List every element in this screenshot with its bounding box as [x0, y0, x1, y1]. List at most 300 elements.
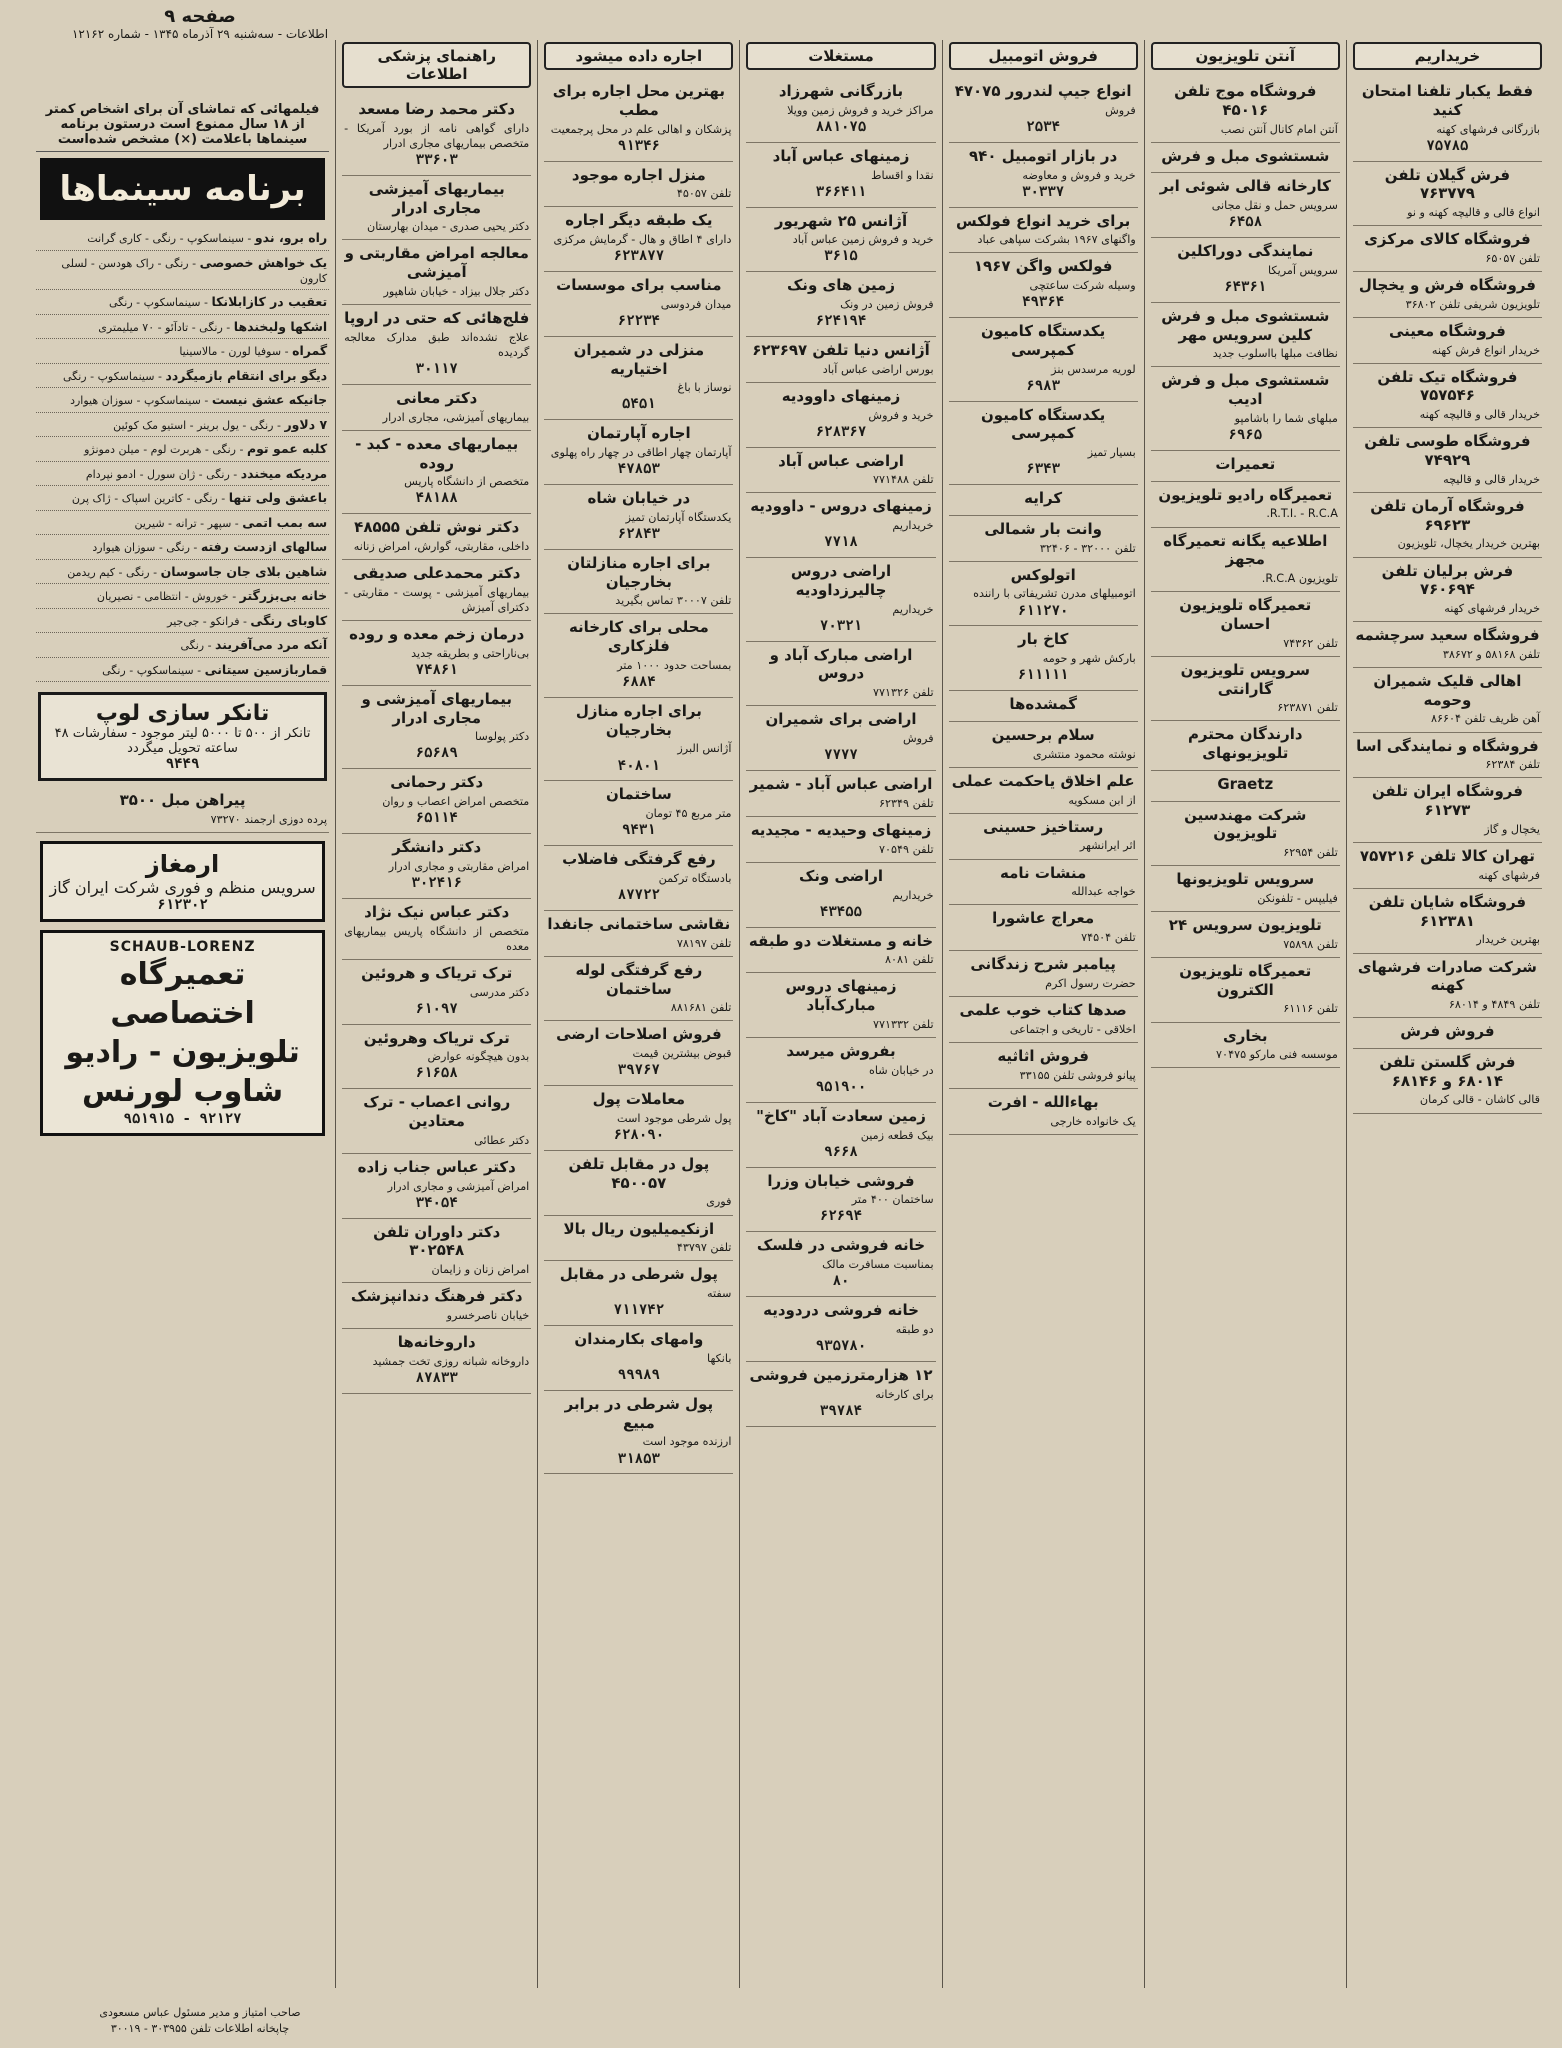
ad-title: پول شرطی در برابر مبیع: [564, 1394, 714, 1432]
ad-title: بخاری: [1223, 1026, 1268, 1045]
cinema-listing: سالهای ازدست رفته - رنگی - سوزان هیوارد: [36, 535, 329, 560]
ad-phone: ۶۳۴۳: [1026, 461, 1060, 478]
ad-text: فروش: [902, 732, 934, 746]
classified-ad: [1353, 889, 1542, 954]
ad-phone: ۴۰۸۰۱: [617, 757, 660, 774]
classified-ad: [342, 686, 531, 770]
ad-title: فولکس واگن ۱۹۶۷: [973, 257, 1113, 276]
classified-ad: [544, 420, 733, 485]
cinema-listing: کلبه عمو توم - رنگی - هربرت لوم - میلن دمونژو: [36, 437, 329, 462]
classified-ad: [949, 722, 1138, 768]
classified-ad: [1151, 143, 1340, 174]
film-details: رنگی - راک هودسن - لسلی کارون: [61, 256, 328, 285]
ad-title: کارخانه قالی شوئی ابر: [1159, 177, 1331, 196]
ad-title: انواع جیپ لندرور ۴۷۰۷۵: [954, 82, 1132, 100]
classified-ad: [746, 448, 935, 494]
ad-title: اراضی برای شمیران: [765, 710, 917, 729]
ad-phone: ۳۹۷۶۷: [617, 1062, 660, 1079]
ad-text: خریدار قالی و قالیچه کهنه: [1419, 408, 1540, 422]
ad-title: شستشوی مبل و فرش: [1161, 146, 1330, 165]
classified-ad: [949, 402, 1138, 486]
ad-phone: ۷۷۷۷: [824, 747, 858, 764]
classified-ad: [544, 1086, 733, 1151]
ad-title: منزل اجاره موجود: [571, 165, 706, 184]
ad-phone: ۶۲۸۰۹۰: [613, 1127, 665, 1144]
ad-text: دکتر جلال بیزاد - خیابان شاهپور: [383, 284, 530, 298]
ad-phone: ۹۳۵۷۸۰: [815, 1337, 867, 1354]
ad-phone: ۹۶۶۸: [824, 1143, 858, 1160]
classified-ad: [949, 208, 1138, 254]
classified-ad: [1353, 778, 1542, 843]
ad-title: یکدستگاه کامیون کمپرسی: [980, 322, 1106, 359]
classified-ad: [949, 318, 1138, 402]
classified-ad: [544, 550, 733, 615]
ad-text: تلفن ۵۸۱۶۸ و ۳۸۶۷۲: [1442, 647, 1540, 661]
classified-ad: [1353, 1018, 1542, 1049]
ad-text: تلفن ۸۰۸۱: [884, 953, 934, 967]
tanker-text: تانکر از ۵۰۰ تا ۵۰۰۰ لیتر موجود - سفارشات ۴۸ ساعته تحویل میگردد: [54, 726, 311, 757]
ad-text: تلفن ۶۲۳۴۹: [878, 796, 934, 810]
classified-ad: [544, 337, 733, 421]
age-notice: فیلمهائی که تماشای آن برای اشخاص کمتر از ۱۸ سال ممنوع است درستون برنامه سینماها باعلامت (×) مشخص شده‌است: [36, 98, 329, 152]
classified-ad: [746, 973, 935, 1038]
film-details: رنگی - تادآئو - ۷۰ میلیمتری: [98, 320, 223, 334]
ad-title: محلی برای کارخانه فلزکاری: [568, 618, 709, 656]
ad-title: بهاءالله - افرت: [987, 1092, 1099, 1111]
classified-ad: [544, 1326, 733, 1391]
classified-ad: [544, 162, 733, 208]
ad-text: فروش زمین در ونک: [840, 298, 934, 311]
ad-phone: ۷۰۳۲۱: [819, 617, 863, 634]
ad-title: آژانس دنیا تلفن ۶۲۳۶۹۷: [752, 341, 930, 359]
ad-title: زمینهای وحیدیه - مجیدیه: [750, 820, 932, 839]
classified-ad: [746, 558, 935, 642]
ad-phone: ۶۲۶۹۴: [819, 1208, 863, 1225]
ad-text: آنتن امام کانال آنتن نصب: [1220, 122, 1338, 136]
ad-text: برای کارخانه: [875, 1387, 934, 1401]
classified-ad: [1151, 303, 1340, 368]
ad-text: بادستگاه ترکمن: [658, 871, 732, 885]
ad-title: فروش اثاثیه: [997, 1046, 1089, 1065]
film-title: کلبه عمو توم: [246, 441, 328, 457]
film-title: گمراه: [292, 343, 328, 359]
ad-phone: ۳۶۱۵: [824, 248, 858, 265]
ad-phone: ۶۲۳۸۷۷: [613, 248, 665, 265]
ad-text: تلفن ۴۳۷۹۷: [676, 1241, 732, 1255]
classified-ad: [949, 997, 1138, 1043]
ad-text: بانکها: [707, 1351, 732, 1365]
classified-ad: [1151, 958, 1340, 1023]
classified-ad: [746, 78, 935, 143]
film-title: سالهای ازدست رفته: [200, 539, 328, 555]
ad-title: فروشگاه تیک تلفن ۷۵۷۵۴۶: [1377, 367, 1518, 405]
film-details: سینماسکوپ - رنگی: [62, 369, 155, 383]
classified-ad: [949, 691, 1138, 722]
printer-line: چاپخانه اطلاعات تلفن ۳۰۳۹۵۵ - ۳۰۰۱۹: [110, 2021, 290, 2035]
ad-phone: ۷۴۸۶۱: [415, 661, 458, 678]
classified-ad: [1353, 78, 1542, 162]
classified-ad: [544, 272, 733, 337]
ad-title: بیماریهای آمیزشی و مجاری ادرار: [361, 689, 513, 727]
classified-ad: [1151, 78, 1340, 143]
cinema-program-header: برنامه سینماها: [40, 158, 325, 220]
ad-title: دکتر نوش تلفن ۴۸۵۵۵: [354, 518, 520, 537]
column-doctors: [335, 40, 537, 1988]
ad-title: Graetz: [1217, 774, 1274, 793]
ad-text: نظافت مبلها بااسلوب جدید: [1212, 347, 1338, 361]
classified-ad: [1151, 238, 1340, 303]
ad-title: داروخانه‌ها: [397, 1333, 476, 1352]
ad-text: خیابان ناصرخسرو: [446, 1309, 530, 1323]
ad-text: تلویزیون شریفی تلفن ۳۶۸۰۲: [1405, 297, 1540, 311]
classified-ad: [949, 562, 1138, 627]
film-details: رنگی - یول برینر - استیو مک کوئین: [113, 418, 274, 432]
ad-list: [544, 78, 733, 1474]
ad-text: تلفن ۷۷۱۴۸۸: [872, 473, 934, 487]
ad-list: [949, 78, 1138, 1135]
ad-text: تلفن ۶۵۰۵۷: [1485, 251, 1540, 265]
ad-text: تلفن ۴۵۰۵۷: [676, 187, 732, 201]
film-details: رنگی - ژان سورل - ادمو نپردام: [85, 467, 230, 481]
ad-title: سرویس تلویزیون گارانتی: [1180, 660, 1310, 698]
cinema-listing: مردیکه میخندد - رنگی - ژان سورل - ادمو نپردام: [36, 462, 329, 487]
classified-ad: [342, 431, 531, 515]
ad-text: دو طبقه: [895, 1322, 934, 1336]
ad-text: تلفن ۷۷۱۳۳۲: [872, 1017, 934, 1031]
ad-title: تعمیرات: [1215, 454, 1276, 473]
schaub-lorenz-ad: [40, 930, 325, 1136]
ad-title: خانه فروشی در فلسک: [756, 1236, 926, 1255]
ad-title: آژانس ۲۵ شهریور: [774, 211, 908, 230]
ad-text: میدان فردوسی: [660, 297, 732, 311]
classified-ad: [342, 514, 531, 560]
ad-text: نوساز با باغ: [677, 381, 732, 395]
film-title: جانیکه عشق نیست: [211, 392, 328, 408]
ad-text: بارکش شهر و حومه: [1042, 652, 1136, 666]
ad-title: تعمیرگاه تلویزیون الکترون: [1179, 961, 1312, 999]
cinema-listing: تعقیب در کازابلانکا - سینماسکوپ - رنگی: [36, 290, 329, 315]
ad-title: فرش برلیان تلفن ۷۶۰۶۹۴: [1381, 561, 1514, 599]
ad-title: دکتر عباس جناب زاده: [357, 1157, 516, 1176]
ad-title: زمینهای عباس آباد: [772, 146, 910, 165]
ad-text: اخلاقی - تاریخی و اجتماعی: [1009, 1022, 1136, 1036]
classified-ad: [1151, 721, 1340, 771]
ad-text: دکتر پولوسا: [475, 730, 530, 744]
ad-text: اثر ایرانشهر: [1079, 839, 1136, 853]
ad-phone: ۶۲۸۳۶۷: [815, 423, 867, 440]
ad-text: از ابن مسکویه: [1068, 793, 1136, 807]
tanker-title: تانکر سازی لوپ: [95, 701, 270, 727]
ad-title: فروشگاه موج تلفن ۴۵۰۱۶: [1174, 82, 1317, 119]
classified-ad: [1353, 954, 1542, 1019]
ad-phone: ۶۴۳۶۱: [1224, 278, 1267, 295]
ad-text: بورس اراضی عباس آباد: [822, 362, 934, 376]
classified-ad: [544, 485, 733, 550]
ad-text: آهن ظریف تلفن ۸۶۶۰۴: [1430, 712, 1540, 726]
classified-ad: [544, 1261, 733, 1326]
ad-title: بازرگانی شهرزاد: [778, 82, 904, 100]
ad-phone: ۷۷۱۸: [824, 534, 858, 551]
column-cinema: [30, 40, 335, 1988]
schaub-lorenz-logo: SCHAUB-LORENZ: [109, 939, 256, 956]
ad-text: فرشهای کهنه: [1478, 868, 1540, 882]
ad-text: پول شرطی موجود است: [617, 1111, 732, 1125]
ad-title: رفع گرفتگی لوله ساختمان: [575, 960, 703, 998]
ad-text: خواجه عبدالله: [1071, 885, 1136, 899]
ad-phone: ۶۱۱۱۱۱: [1017, 667, 1069, 684]
cinema-listing: باعشق ولی تنها - رنگی - کاترین اسپاک - ژاک پرن: [36, 486, 329, 511]
ad-phone: ۴۳۴۵۵: [819, 903, 863, 920]
classified-ad: [1151, 451, 1340, 482]
ad-text: موسسه فنی مارکو ۷۰۴۷۵: [1216, 1048, 1338, 1062]
ad-text: تلفن ۳۲۰۰۰ - ۳۲۴۰۶: [1039, 541, 1136, 555]
ad-list: [1151, 78, 1340, 1068]
cinema-listing: یک خواهش خصوصی - رنگی - راک هودسن - لسلی کارون: [36, 251, 329, 291]
ad-title: معاملات پول: [592, 1090, 686, 1109]
film-details: سینماسکوپ - رنگی: [102, 663, 194, 677]
ad-title: تعمیرگاه رادیو تلویزیون: [1158, 485, 1333, 504]
cinema-listing: قماربازسین سیتانی - سینماسکوپ - رنگی: [36, 658, 329, 683]
ad-title: اراضی عباس آباد: [778, 451, 904, 470]
ad-title: فروشگاه سعید سرچشمه: [1355, 626, 1540, 645]
ad-phone: ۳۰۳۳۷: [1022, 183, 1065, 200]
cinema-listing: ۷ دلاور - رنگی - یول برینر - استیو مک کوئین: [36, 413, 329, 438]
film-details: رنگی - کیم ریدمن: [67, 565, 150, 579]
ad-title: علم اخلاق یاحکمت عملی: [951, 771, 1135, 790]
ad-phone: ۶۲۸۴۳: [617, 525, 660, 542]
ad-phone: ۹۱۳۴۶: [617, 137, 660, 154]
ad-phone: ۶۹۸۳: [1026, 377, 1060, 394]
ad-title: دارندگان محترم تلویزیونهای: [1187, 725, 1303, 763]
classified-ad: [746, 1168, 935, 1233]
film-details: سینماسکوپ - رنگی - کاری گرانت: [87, 232, 244, 245]
film-title: خانه بی‌بزرگتر: [239, 588, 328, 604]
classified-ad: [342, 834, 531, 899]
ad-title: برای اجاره منازل بخارجیان: [575, 701, 702, 739]
ad-title: درمان زخم معده و روده: [349, 625, 525, 644]
classified-ad: [544, 957, 733, 1022]
ad-text: فروش: [1105, 103, 1136, 117]
classified-ad: [1151, 657, 1340, 722]
film-details: خوروش - انتظامی - نصیریان: [96, 590, 229, 604]
classified-ad: [342, 560, 531, 621]
ad-text: بمساحت حدود ۱۰۰۰ متر: [617, 658, 732, 672]
footer: [30, 2005, 370, 2036]
ad-text: متخصص از دانشگاه پاریس بیماریهای معده: [344, 924, 530, 953]
ad-text: واگنهای ۱۹۶۷ بشرکت سپاهی عباد: [977, 233, 1136, 247]
classified-ad: [544, 207, 733, 272]
ad-title: فروشی خیابان وزرا: [767, 1171, 915, 1190]
ad-title: دکتر عباس نیک نژاد: [364, 902, 510, 921]
ad-text: داخلی، مقاربتی، گوارش، امراض زنانه: [353, 540, 530, 554]
tanker-ad: [38, 692, 327, 781]
classified-ad: [1151, 912, 1340, 958]
ad-title: سلام برحسین: [991, 725, 1095, 744]
classified-ad: [1151, 528, 1340, 593]
column-estate: [739, 40, 941, 1988]
classified-ad: [746, 208, 935, 273]
classified-ad: [746, 1038, 935, 1103]
ad-title: اتولوکس: [1010, 565, 1076, 584]
ad-title: ۱۲ هزارمترزمین فروشی: [749, 1365, 933, 1384]
ad-phone: ۳۰۱۱۷: [415, 361, 458, 378]
ad-text: تلویزیون R.C.A.: [1261, 572, 1338, 586]
ad-phone: ۷۱۱۷۴۲: [613, 1302, 665, 1319]
classified-ad: [746, 493, 935, 558]
ad-phone: ۹۵۱۹۰۰: [815, 1078, 867, 1095]
ad-text: علاج نشده‌اند طبق مدارک معالجه گردیده: [344, 330, 530, 359]
ad-title: دکتر فرهنگ دندانپزشک: [350, 1287, 523, 1306]
ad-text: دکتر عطائی: [474, 1133, 530, 1147]
ad-text: تلفن ۶۱۱۱۶: [1283, 1002, 1338, 1016]
film-details: فرانکو - جی‌جیر: [167, 614, 240, 628]
ad-text: لوریه مرسدس بنز: [1051, 362, 1136, 376]
ad-text: خریدار فرشهای کهنه: [1444, 602, 1540, 616]
ad-phone: ۸۷۷۲۲: [617, 887, 660, 904]
ad-title: در خیابان شاه: [587, 489, 691, 508]
cinema-listing: جانیکه عشق نیست - سینماسکوپ - سوزان هیوارد: [36, 388, 329, 413]
classified-ad: [1353, 1049, 1542, 1114]
ad-text: خریداریم: [892, 519, 934, 533]
classified-ad: [1151, 367, 1340, 451]
classified-ad: [949, 626, 1138, 691]
column-header: خریداریم: [1353, 42, 1542, 70]
ad-phone: ۸۰: [832, 1273, 850, 1290]
schaub-title: تعمیرگاه اختصاصی تلویزیون - رادیو شاوب لورنس: [65, 957, 300, 1110]
ad-text: خریداریم: [892, 888, 934, 902]
ad-text: بسیار تمیز: [1087, 446, 1136, 460]
ad-title: معراج عاشورا: [992, 909, 1095, 928]
column-auto: [942, 40, 1144, 1988]
film-title: شاهین بلای جان جاسوسان: [160, 563, 328, 579]
ad-phone: ۶۱۶۵۸: [415, 1065, 458, 1082]
ad-text: سفته: [707, 1287, 732, 1301]
ad-text: متخصص امراض اعصاب و روان: [382, 795, 530, 809]
classified-ad: [342, 1329, 531, 1394]
gas-text: سرویس منظم و فوری شرکت ایران گاز: [49, 878, 316, 898]
ad-title: بهترین محل اجاره برای مطب: [552, 82, 725, 119]
gas-title: ارمغاز: [145, 850, 220, 879]
ad-list: [746, 78, 935, 1427]
ad-title: دکتر دانشگر: [392, 838, 482, 857]
classified-ad: [746, 863, 935, 928]
ad-text: متخصص از دانشگاه پاریس: [404, 475, 530, 489]
ad-text: ارزنده موجود است: [642, 1435, 732, 1449]
ad-text: تلفن ۶۲۳۸۴: [1485, 758, 1540, 772]
ad-title: اجاره آپارتمان: [587, 424, 691, 443]
cinema-listing: گمراه - سوفیا لورن - مالاسینیا: [36, 339, 329, 364]
gas-ad: [40, 841, 325, 922]
classified-ad: [544, 911, 733, 957]
classified-ad: [342, 1154, 531, 1219]
column-header: راهنمای پزشکی اطلاعات: [342, 42, 531, 88]
classified-ad: [949, 143, 1138, 208]
ad-title: بیماریهای معده - کبد - روده: [355, 434, 519, 472]
ad-text: دارای گواهی نامه از بورد آمریکا - متخصص بیماریهای مجاری ادرار: [344, 121, 530, 150]
classified-ad: [1353, 843, 1542, 889]
classified-ad: [1151, 771, 1340, 802]
ad-title: تلویزیون سرویس ۲۴: [1168, 916, 1322, 935]
ad-title: زمینهای دروس - داوودیه: [750, 497, 932, 516]
ad-text: انواع قالی و قالیچه کهنه و نو: [1407, 206, 1540, 219]
ad-title: اراضی دروس چالیرزداودیه: [790, 562, 892, 599]
ad-title: یکدستگاه کامیون کمپرسی: [980, 405, 1106, 443]
classified-ad: [342, 1219, 531, 1284]
column-header: فروش اتومبیل: [949, 42, 1138, 70]
classified-ad: [342, 96, 531, 176]
classified-ad: [342, 621, 531, 686]
film-details: سوفیا لورن - مالاسینیا: [179, 345, 282, 359]
ad-text: نقدا و اقساط: [871, 168, 934, 182]
ad-text: R.T.I. - R.C.A.: [1266, 507, 1338, 521]
ad-title: کرایه: [1024, 489, 1063, 508]
classified-ad: [342, 1089, 531, 1154]
classified-ad: [746, 337, 935, 383]
classified-ad: [1151, 482, 1340, 528]
ad-title: خانه فروشی دردودیه: [763, 1301, 919, 1320]
ad-phone: ۹۴۳۱: [622, 822, 656, 839]
classified-ad: [544, 614, 733, 698]
ad-title: اطلاعیه یگانه تعمیرگاه مجهز: [1163, 531, 1328, 569]
ad-title: فروشگاه کالای مرکزی: [1364, 230, 1531, 249]
ad-title: روانی اعصاب - ترک معتادین: [363, 1093, 511, 1131]
ad-phone: ۴۷۸۵۳: [617, 461, 660, 478]
ad-title: اراضی ونک: [798, 866, 884, 885]
ad-title: اراضی عباس آباد - شمیر: [749, 775, 933, 794]
ad-text: امراض آمیزشی و مجاری ادرار: [387, 1179, 530, 1193]
classified-ad: [1151, 592, 1340, 657]
classified-ad: [1353, 558, 1542, 623]
cinema-listing: سه بمب اتمی - سپهر - ترانه - شیرین: [36, 511, 329, 536]
classified-ad: [746, 771, 935, 817]
publisher-line: صاحب امتیاز و مدیر مسئول عباس مسعودی: [99, 2006, 301, 2020]
ad-title: وامهای بکارمندان: [574, 1330, 704, 1349]
column-rent: [537, 40, 739, 1988]
ad-text: خریدار قالی و قالیچه: [1443, 472, 1540, 486]
ad-text: بهترین خریدار یخچال، تلویزیون: [1397, 537, 1540, 551]
ad-text: تلفن ۷۸۱۹۷: [676, 936, 732, 950]
ad-text: قالی کاشان - قالی کرمان: [1419, 1093, 1540, 1107]
ad-text: اتومبیلهای مدرن تشریفاتی با راننده: [973, 587, 1136, 601]
ad-text: بیماریهای آمیزشی، مجاری ادرار: [382, 410, 530, 424]
ad-text: تلفن ۷۴۵۰۴: [1081, 931, 1136, 945]
classified-ad: [1151, 173, 1340, 238]
ad-title: سرویس تلویزیونها: [1176, 870, 1315, 889]
classified-ad: [949, 485, 1138, 516]
ad-text: تلفن ۷۵۸۹۸: [1283, 937, 1338, 951]
ad-title: نمایندگی دوراکلین: [1177, 242, 1314, 261]
film-title: یک خواهش خصوصی: [199, 254, 328, 270]
ad-text: متر مربع ۴۵ تومان: [645, 807, 732, 821]
ad-title: زمین های ونک: [786, 276, 896, 295]
ad-title: خانه و مستغلات دو طبقه: [748, 931, 934, 950]
classified-ad: [342, 769, 531, 834]
ad-list: [342, 96, 531, 1394]
classified-ad: [342, 1283, 531, 1329]
ad-text: سرویس حمل و نقل مجانی: [1211, 199, 1338, 213]
classified-ad: [544, 1216, 733, 1262]
classified-ad: [746, 1362, 935, 1427]
classified-ad: [949, 951, 1138, 997]
ad-text: وسیله شرکت ساعتچی: [1029, 279, 1136, 293]
cinema-listing: آنکه مرد می‌آفریند - رنگی: [36, 633, 329, 658]
classified-ad: [746, 928, 935, 974]
ad-title: فروشگاه ایران تلفن ۶۱۲۷۳: [1371, 782, 1523, 820]
classified-ad: [544, 1021, 733, 1086]
column-header: مستغلات: [746, 42, 935, 70]
classified-ad: [1151, 1023, 1340, 1069]
ad-phone: ۶۸۸۴: [622, 674, 656, 691]
